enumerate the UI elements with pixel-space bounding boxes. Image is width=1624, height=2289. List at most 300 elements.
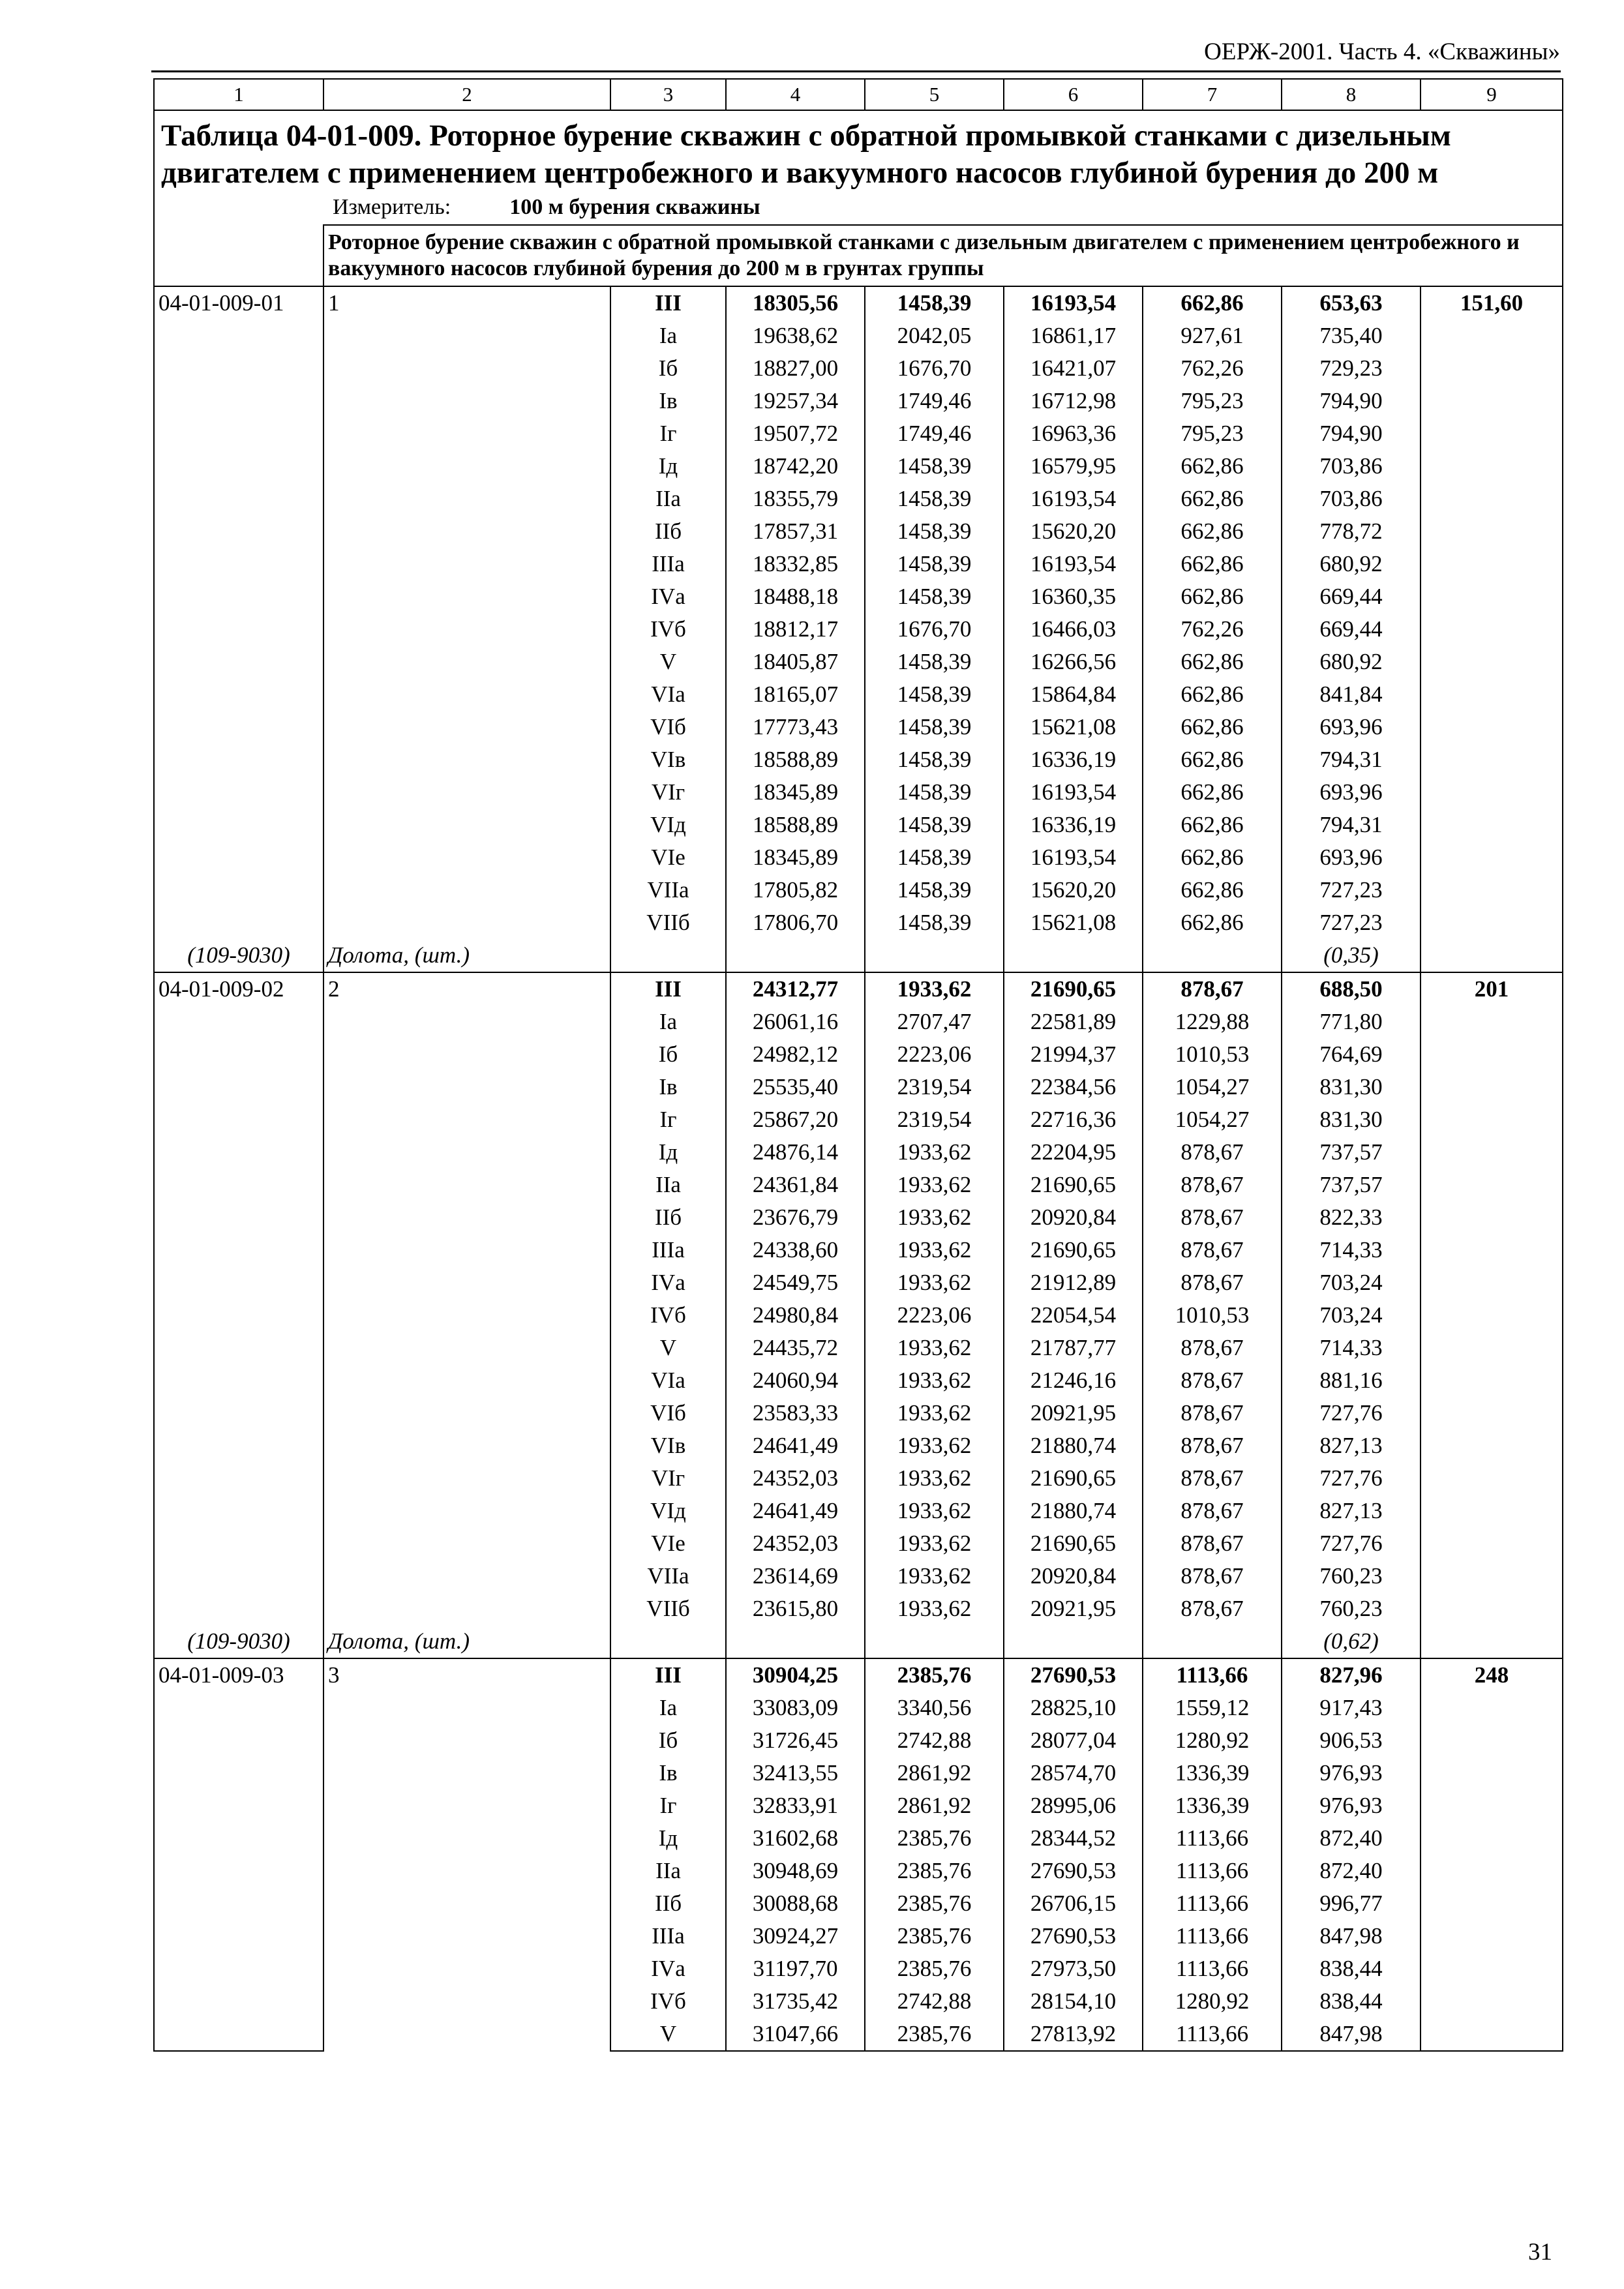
rate-value: 22581,89: [1004, 1006, 1143, 1038]
soil-group: Iб: [610, 352, 726, 385]
rate-value: 24876,14: [726, 1136, 865, 1169]
rate-value: 1010,53: [1143, 1299, 1282, 1332]
rate-value: 669,44: [1282, 613, 1421, 646]
rate-value: 662,86: [1143, 580, 1282, 613]
rate-value: 662,86: [1143, 776, 1282, 809]
soil-group: VIе: [610, 1527, 726, 1560]
rate-value: 662,86: [1143, 809, 1282, 841]
rate-value: 15621,08: [1004, 711, 1143, 743]
item-depth: 1: [323, 286, 610, 939]
rate-value: 26061,16: [726, 1006, 865, 1038]
blank-cell: [1004, 939, 1143, 972]
rate-value: 703,24: [1282, 1299, 1421, 1332]
rate-value: 827,13: [1282, 1429, 1421, 1462]
rate-value: 794,31: [1282, 743, 1421, 776]
soil-group: VIб: [610, 711, 726, 743]
rate-value: 16336,19: [1004, 743, 1143, 776]
rate-value: 30924,27: [726, 1920, 865, 1952]
rate-value: 31602,68: [726, 1822, 865, 1855]
soil-group: VIIб: [610, 1593, 726, 1625]
rate-value: 822,33: [1282, 1201, 1421, 1234]
blank-cell: [865, 939, 1004, 972]
rate-value: 27690,53: [1004, 1920, 1143, 1952]
soil-group: Iа: [610, 1692, 726, 1724]
rate-value: 16421,07: [1004, 352, 1143, 385]
material-code: (109-9030): [187, 1628, 290, 1654]
rate-value: 703,24: [1282, 1266, 1421, 1299]
rate-value: 18332,85: [726, 548, 865, 580]
soil-group: Iб: [610, 1038, 726, 1071]
rate-value: 24982,12: [726, 1038, 865, 1071]
rate-value: 22384,56: [1004, 1071, 1143, 1103]
rate-value: 2385,76: [865, 1887, 1004, 1920]
rate-value: 31197,70: [726, 1952, 865, 1985]
rate-value: 32833,91: [726, 1789, 865, 1822]
rate-value: 16360,35: [1004, 580, 1143, 613]
column-9-value: 201: [1421, 972, 1563, 1658]
rate-value: 1933,62: [865, 1462, 1004, 1495]
rate-value: 24361,84: [726, 1169, 865, 1201]
rate-value: 18165,07: [726, 678, 865, 711]
rate-value: 878,67: [1143, 1169, 1282, 1201]
rate-value: 917,43: [1282, 1692, 1421, 1724]
subtitle-blank: [154, 225, 323, 286]
rate-value: 878,67: [1143, 1397, 1282, 1429]
rate-value: 878,67: [1143, 1462, 1282, 1495]
rate-value: 827,96: [1282, 1658, 1421, 1692]
rate-value: 16861,17: [1004, 320, 1143, 352]
rate-value: 16193,54: [1004, 286, 1143, 320]
rate-value: 1458,39: [865, 286, 1004, 320]
rate-value: 1933,62: [865, 972, 1004, 1006]
rate-value: 2742,88: [865, 1724, 1004, 1757]
rate-value: 1933,62: [865, 1332, 1004, 1364]
rate-value: 1458,39: [865, 776, 1004, 809]
rate-value: 1458,39: [865, 483, 1004, 515]
rate-value: 22716,36: [1004, 1103, 1143, 1136]
rate-value: 27813,92: [1004, 2018, 1143, 2051]
rate-value: 18305,56: [726, 286, 865, 320]
rate-value: 1458,39: [865, 450, 1004, 483]
column-number: 8: [1282, 79, 1421, 110]
rate-value: 662,86: [1143, 286, 1282, 320]
rate-value: 18812,17: [726, 613, 865, 646]
rate-value: 2223,06: [865, 1299, 1004, 1332]
material-quantity: (0,35): [1282, 939, 1421, 972]
rate-value: 906,53: [1282, 1724, 1421, 1757]
rate-value: 662,86: [1143, 548, 1282, 580]
rate-value: 16266,56: [1004, 646, 1143, 678]
rate-value: 28825,10: [1004, 1692, 1143, 1724]
soil-group: V: [610, 646, 726, 678]
rate-value: 1559,12: [1143, 1692, 1282, 1724]
rate-value: 1933,62: [865, 1136, 1004, 1169]
blank-cell: [1143, 939, 1282, 972]
rate-value: 794,31: [1282, 809, 1421, 841]
rate-value: 18345,89: [726, 841, 865, 874]
rate-value: 927,61: [1143, 320, 1282, 352]
item-code: 04-01-009-01: [158, 290, 284, 316]
column-number: 5: [865, 79, 1004, 110]
soil-group: VIг: [610, 1462, 726, 1495]
soil-group: IIIа: [610, 548, 726, 580]
column-number: 7: [1143, 79, 1282, 110]
rate-value: 1054,27: [1143, 1071, 1282, 1103]
soil-group: Iв: [610, 385, 726, 417]
rate-value: 1229,88: [1143, 1006, 1282, 1038]
material-code: (109-9030): [187, 942, 290, 968]
rate-value: 21880,74: [1004, 1495, 1143, 1527]
material-name: Долота, (шт.): [323, 939, 610, 972]
rate-value: 2385,76: [865, 1855, 1004, 1887]
rate-value: 16193,54: [1004, 776, 1143, 809]
rate-value: 23615,80: [726, 1593, 865, 1625]
rate-value: 976,93: [1282, 1789, 1421, 1822]
rate-value: 18488,18: [726, 580, 865, 613]
rate-value: 19257,34: [726, 385, 865, 417]
rate-value: 831,30: [1282, 1103, 1421, 1136]
soil-group: III: [610, 286, 726, 320]
soil-group: Iг: [610, 1103, 726, 1136]
rate-value: 1458,39: [865, 874, 1004, 906]
rate-value: 17805,82: [726, 874, 865, 906]
rate-value: 662,86: [1143, 646, 1282, 678]
rate-value: 737,57: [1282, 1136, 1421, 1169]
rate-value: 1113,66: [1143, 1887, 1282, 1920]
rate-value: 2742,88: [865, 1985, 1004, 2018]
rate-value: 727,76: [1282, 1462, 1421, 1495]
blank-cell: [726, 1625, 865, 1658]
rate-value: 16336,19: [1004, 809, 1143, 841]
soil-group: VIIа: [610, 1560, 726, 1593]
rate-value: 24435,72: [726, 1332, 865, 1364]
table-body: [154, 79, 1563, 2051]
rate-value: 1749,46: [865, 385, 1004, 417]
rate-value: 1458,39: [865, 906, 1004, 939]
rate-value: 15621,08: [1004, 906, 1143, 939]
soil-group: VIа: [610, 1364, 726, 1397]
soil-group: V: [610, 2018, 726, 2051]
rate-value: 1458,39: [865, 841, 1004, 874]
rate-value: 21787,77: [1004, 1332, 1143, 1364]
rate-value: 760,23: [1282, 1593, 1421, 1625]
rate-value: 19507,72: [726, 417, 865, 450]
soil-group: VIб: [610, 1397, 726, 1429]
column-9-value: 248: [1421, 1658, 1563, 2051]
rate-value: 703,86: [1282, 450, 1421, 483]
soil-group: VIд: [610, 809, 726, 841]
rate-value: 18405,87: [726, 646, 865, 678]
rate-value: 30904,25: [726, 1658, 865, 1692]
table-row: [154, 1658, 1563, 1692]
rate-value: 1933,62: [865, 1397, 1004, 1429]
rate-value: 881,16: [1282, 1364, 1421, 1397]
rate-value: 1113,66: [1143, 1822, 1282, 1855]
rate-value: 24980,84: [726, 1299, 865, 1332]
rate-value: 28574,70: [1004, 1757, 1143, 1789]
rate-value: 1336,39: [1143, 1789, 1282, 1822]
soil-group: VIе: [610, 841, 726, 874]
blank-cell: [865, 1625, 1004, 1658]
rate-value: 28995,06: [1004, 1789, 1143, 1822]
rate-value: 1113,66: [1143, 2018, 1282, 2051]
rate-value: 1933,62: [865, 1201, 1004, 1234]
material-name: Долота, (шт.): [323, 1625, 610, 1658]
rate-value: 24641,49: [726, 1429, 865, 1462]
rate-value: 1676,70: [865, 613, 1004, 646]
rate-value: 662,86: [1143, 711, 1282, 743]
rate-value: 1933,62: [865, 1266, 1004, 1299]
rate-value: 714,33: [1282, 1332, 1421, 1364]
rate-value: 878,67: [1143, 1593, 1282, 1625]
rate-value: 1113,66: [1143, 1920, 1282, 1952]
rate-value: 662,86: [1143, 678, 1282, 711]
soil-group: IIIа: [610, 1920, 726, 1952]
rate-value: 878,67: [1143, 1201, 1282, 1234]
rate-value: 16963,36: [1004, 417, 1143, 450]
soil-group: IVб: [610, 1985, 726, 2018]
rate-value: 878,67: [1143, 1495, 1282, 1527]
rate-value: 23583,33: [726, 1397, 865, 1429]
soil-group: IIа: [610, 483, 726, 515]
rate-value: 1933,62: [865, 1429, 1004, 1462]
rate-value: 1458,39: [865, 743, 1004, 776]
rate-value: 31047,66: [726, 2018, 865, 2051]
rate-value: 27973,50: [1004, 1952, 1143, 1985]
rate-value: 976,93: [1282, 1757, 1421, 1789]
measure-line: [161, 194, 1556, 220]
materials-row: [154, 939, 1563, 972]
item-depth: 3: [323, 1658, 610, 2051]
rate-value: 771,80: [1282, 1006, 1421, 1038]
rate-value: 1933,62: [865, 1560, 1004, 1593]
rate-value: 16712,98: [1004, 385, 1143, 417]
rate-value: 2319,54: [865, 1071, 1004, 1103]
rate-value: 795,23: [1143, 417, 1282, 450]
rate-value: 878,67: [1143, 1136, 1282, 1169]
rate-value: 27690,53: [1004, 1658, 1143, 1692]
rate-value: 669,44: [1282, 580, 1421, 613]
soil-group: Iд: [610, 1136, 726, 1169]
soil-group: Iд: [610, 450, 726, 483]
rate-value: 1933,62: [865, 1593, 1004, 1625]
soil-group: IVб: [610, 613, 726, 646]
rate-value: 1280,92: [1143, 1985, 1282, 2018]
soil-group: IVб: [610, 1299, 726, 1332]
rate-value: 22054,54: [1004, 1299, 1143, 1332]
column-number: 1: [154, 79, 323, 110]
rate-value: 1280,92: [1143, 1724, 1282, 1757]
rate-value: 27690,53: [1004, 1855, 1143, 1887]
column-number: 6: [1004, 79, 1143, 110]
item-code-cell: [154, 1658, 323, 2051]
rate-value: 23676,79: [726, 1201, 865, 1234]
rate-value: 20920,84: [1004, 1560, 1143, 1593]
rate-value: 838,44: [1282, 1952, 1421, 1985]
rate-value: 21912,89: [1004, 1266, 1143, 1299]
soil-group: III: [610, 1658, 726, 1692]
soil-group: IIб: [610, 1887, 726, 1920]
subtitle: Роторное бурение скважин с обратной промывкой станками с дизельным двигателем с применением центробежного и вакуумного насосов глубиной бурения до 200 м в грунтах группы: [323, 225, 1563, 286]
soil-group: IVа: [610, 1266, 726, 1299]
rate-value: 2385,76: [865, 1658, 1004, 1692]
soil-group: IIа: [610, 1855, 726, 1887]
page-number: 31: [1528, 2239, 1552, 2266]
rate-value: 31735,42: [726, 1985, 865, 2018]
measure-label: Измеритель:: [333, 195, 451, 219]
rate-value: 878,67: [1143, 972, 1282, 1006]
rate-value: 19638,62: [726, 320, 865, 352]
rate-value: 21690,65: [1004, 1234, 1143, 1266]
rate-value: 20920,84: [1004, 1201, 1143, 1234]
rate-value: 2385,76: [865, 1920, 1004, 1952]
rate-value: 1458,39: [865, 548, 1004, 580]
rate-value: 727,23: [1282, 874, 1421, 906]
soil-group: VIIа: [610, 874, 726, 906]
rate-value: 17773,43: [726, 711, 865, 743]
rate-value: 21690,65: [1004, 1169, 1143, 1201]
column-number-row: [154, 79, 1563, 110]
rate-value: 15864,84: [1004, 678, 1143, 711]
item-code: 04-01-009-03: [158, 1662, 284, 1688]
rate-value: 693,96: [1282, 711, 1421, 743]
measure-value: 100 м бурения скважины: [509, 195, 760, 219]
rate-value: 16193,54: [1004, 841, 1143, 874]
rate-value: 680,92: [1282, 548, 1421, 580]
header-rule: [151, 70, 1561, 72]
rate-value: 662,86: [1143, 743, 1282, 776]
rates-table: [153, 78, 1563, 2052]
soil-group: Iг: [610, 1789, 726, 1822]
soil-group: Iд: [610, 1822, 726, 1855]
rate-value: 2385,76: [865, 2018, 1004, 2051]
blank-cell: [610, 939, 726, 972]
rate-value: 688,50: [1282, 972, 1421, 1006]
rate-value: 872,40: [1282, 1855, 1421, 1887]
rate-value: 794,90: [1282, 385, 1421, 417]
rate-value: 662,86: [1143, 874, 1282, 906]
rate-value: 21690,65: [1004, 1527, 1143, 1560]
blank-cell: [1004, 1625, 1143, 1658]
rate-value: 653,63: [1282, 286, 1421, 320]
rate-value: 28344,52: [1004, 1822, 1143, 1855]
item-code: 04-01-009-02: [158, 976, 284, 1002]
rate-value: 1458,39: [865, 809, 1004, 841]
rate-value: 28077,04: [1004, 1724, 1143, 1757]
rate-value: 778,72: [1282, 515, 1421, 548]
soil-group: IIб: [610, 1201, 726, 1234]
rate-value: 693,96: [1282, 841, 1421, 874]
rate-value: 831,30: [1282, 1071, 1421, 1103]
rate-value: 662,86: [1143, 450, 1282, 483]
subtitle-row: [154, 225, 1563, 286]
rate-value: 24312,77: [726, 972, 865, 1006]
blank-cell: [726, 939, 865, 972]
rate-value: 1458,39: [865, 646, 1004, 678]
rate-value: 1676,70: [865, 352, 1004, 385]
rate-value: 1113,66: [1143, 1855, 1282, 1887]
rate-value: 25867,20: [726, 1103, 865, 1136]
rate-value: 878,67: [1143, 1527, 1282, 1560]
rate-value: 662,86: [1143, 906, 1282, 939]
rate-value: 1458,39: [865, 678, 1004, 711]
rate-value: 18355,79: [726, 483, 865, 515]
rate-value: 25535,40: [726, 1071, 865, 1103]
soil-group: V: [610, 1332, 726, 1364]
rate-value: 15620,20: [1004, 874, 1143, 906]
rate-value: 1010,53: [1143, 1038, 1282, 1071]
soil-group: IVа: [610, 580, 726, 613]
column-number: 4: [726, 79, 865, 110]
rate-value: 17857,31: [726, 515, 865, 548]
rate-value: 727,23: [1282, 906, 1421, 939]
soil-group: VIд: [610, 1495, 726, 1527]
rate-value: 847,98: [1282, 1920, 1421, 1952]
rate-value: 21246,16: [1004, 1364, 1143, 1397]
rate-value: 729,23: [1282, 352, 1421, 385]
rate-value: 878,67: [1143, 1234, 1282, 1266]
rate-value: 878,67: [1143, 1560, 1282, 1593]
rate-value: 1749,46: [865, 417, 1004, 450]
rate-value: 662,86: [1143, 841, 1282, 874]
rate-value: 33083,09: [726, 1692, 865, 1724]
rate-value: 794,90: [1282, 417, 1421, 450]
rate-value: 847,98: [1282, 2018, 1421, 2051]
rate-value: 1458,39: [865, 515, 1004, 548]
rate-value: 18588,89: [726, 743, 865, 776]
rate-value: 827,13: [1282, 1495, 1421, 1527]
soil-group: Iг: [610, 417, 726, 450]
column-number: 2: [323, 79, 610, 110]
rate-value: 1933,62: [865, 1527, 1004, 1560]
rate-value: 735,40: [1282, 320, 1421, 352]
rate-value: 18588,89: [726, 809, 865, 841]
rate-value: 2385,76: [865, 1822, 1004, 1855]
soil-group: IIб: [610, 515, 726, 548]
soil-group: VIIб: [610, 906, 726, 939]
title-row: [154, 110, 1563, 225]
rate-value: 16193,54: [1004, 483, 1143, 515]
table-title-cell: [154, 110, 1563, 225]
soil-group: VIв: [610, 743, 726, 776]
rate-value: 2223,06: [865, 1038, 1004, 1071]
rate-value: 1113,66: [1143, 1658, 1282, 1692]
rate-value: 18827,00: [726, 352, 865, 385]
soil-group: VIг: [610, 776, 726, 809]
rate-value: 703,86: [1282, 483, 1421, 515]
rate-value: 30948,69: [726, 1855, 865, 1887]
materials-row: [154, 1625, 1563, 1658]
column-number: 9: [1421, 79, 1563, 110]
item-code-cell: [154, 286, 323, 972]
soil-group: IIIа: [610, 1234, 726, 1266]
rate-value: 795,23: [1143, 385, 1282, 417]
soil-group: VIв: [610, 1429, 726, 1462]
rate-value: 24060,94: [726, 1364, 865, 1397]
rate-value: 15620,20: [1004, 515, 1143, 548]
rate-value: 22204,95: [1004, 1136, 1143, 1169]
rate-value: 3340,56: [865, 1692, 1004, 1724]
soil-group: IIа: [610, 1169, 726, 1201]
rate-value: 2861,92: [865, 1789, 1004, 1822]
rate-value: 32413,55: [726, 1757, 865, 1789]
soil-group: Iб: [610, 1724, 726, 1757]
rate-value: 693,96: [1282, 776, 1421, 809]
rate-value: 764,69: [1282, 1038, 1421, 1071]
rate-value: 1933,62: [865, 1495, 1004, 1527]
soil-group: VIа: [610, 678, 726, 711]
rate-value: 872,40: [1282, 1822, 1421, 1855]
